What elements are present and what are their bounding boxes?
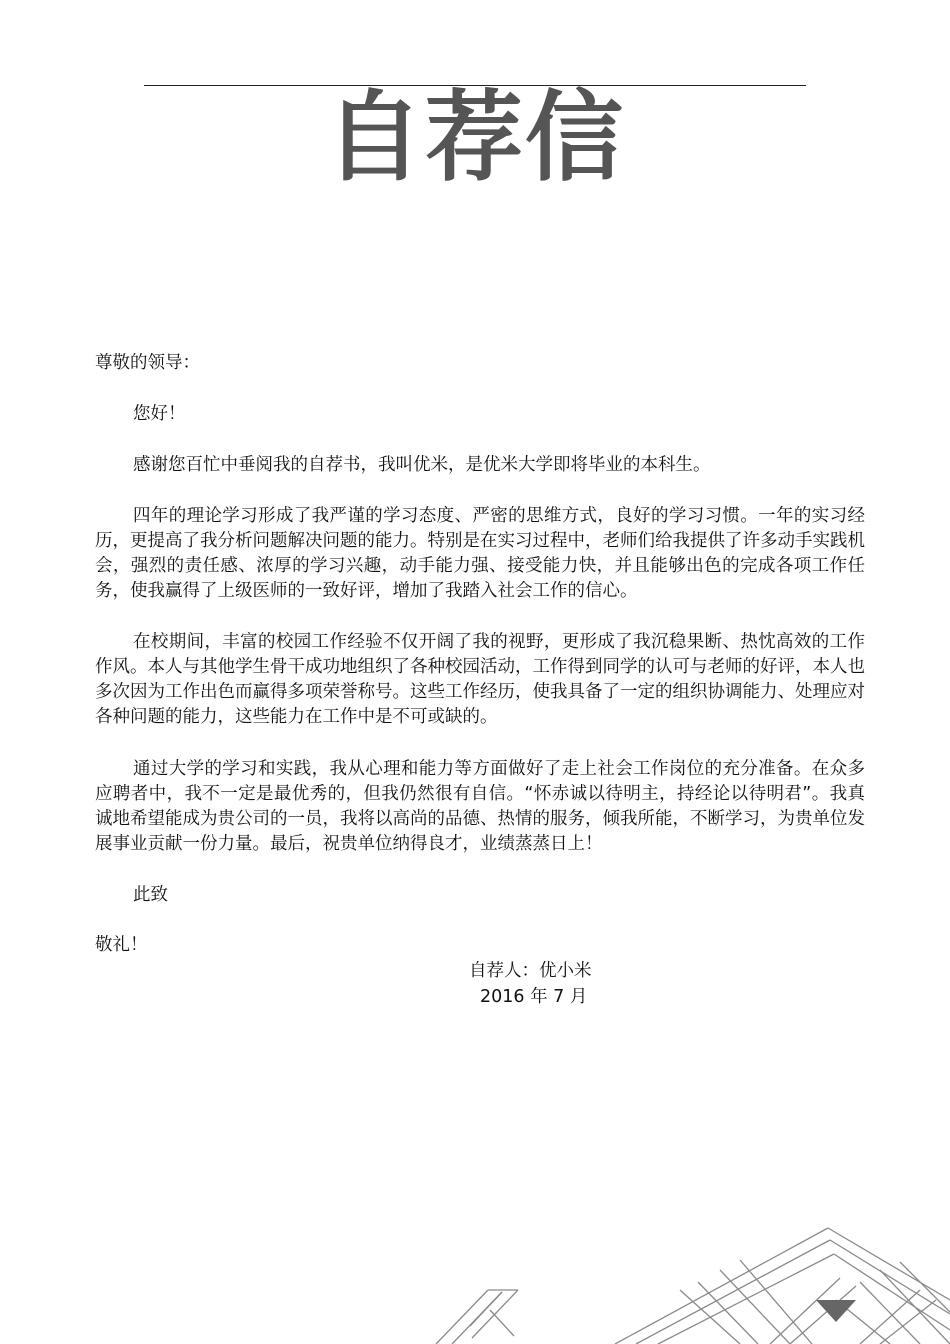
signature-name: 自荐人：优小米 (469, 961, 592, 981)
regards: 敬礼！ (95, 935, 148, 955)
paragraph-study: 四年的理论学习形成了我严谨的学习态度、严密的思维方式，良好的学习习惯。一年的实习经历，更提高了我分析问题解决问题的能力。特别是在实习过程中，老师们给我提供了许多动手实践机会，强烈的责任感、浓厚的学习兴趣，动手能力强、接受能力快，并且能够出色的完成各项工作任务，使我赢得了上级医师的一致好评，增加了我踏入社会工作的信心。 (95, 506, 865, 601)
paragraph-intro: 感谢您百忙中垂阅我的自荐书，我叫优米，是优米大学即将毕业的本科生。 (133, 455, 711, 475)
salutation: 尊敬的领导： (95, 353, 200, 373)
paragraph-campus: 在校期间，丰富的校园工作经验不仅开阔了我的视野，更形成了我沉稳果断、热忱高效的工作作风。本人与其他学生骨干成功地组织了各种校园活动，工作得到同学的认可与老师的好评，本人也多次因为工作出色而赢得多项荣誉称号。这些工作经历，使我具备了一定的组织协调能力、处理应对各种问题的能力，这些能力在工作中是不可或缺的。 (95, 632, 865, 727)
signature-date: 2016 年 7 月 (480, 987, 588, 1007)
greeting: 您好！ (133, 404, 186, 424)
document-title: 自荐信 (324, 81, 625, 195)
paragraph-closing: 通过大学的学习和实践，我从心理和能力等方面做好了走上社会工作岗位的充分准备。在众多应聘者中，我不一定是最优秀的，但我仍然很有自信。“怀赤诚以待明主，持经论以待明君”。我真诚地希望能成为贵公司的一员，我将以高尚的品德、热情的服务，倾我所能，不断学习，为贵单位发展事业贡献一份力量。最后，祝贵单位纳得良才，业绩蒸蒸日上！ (95, 759, 865, 854)
closing-phrase: 此致 (133, 885, 168, 905)
